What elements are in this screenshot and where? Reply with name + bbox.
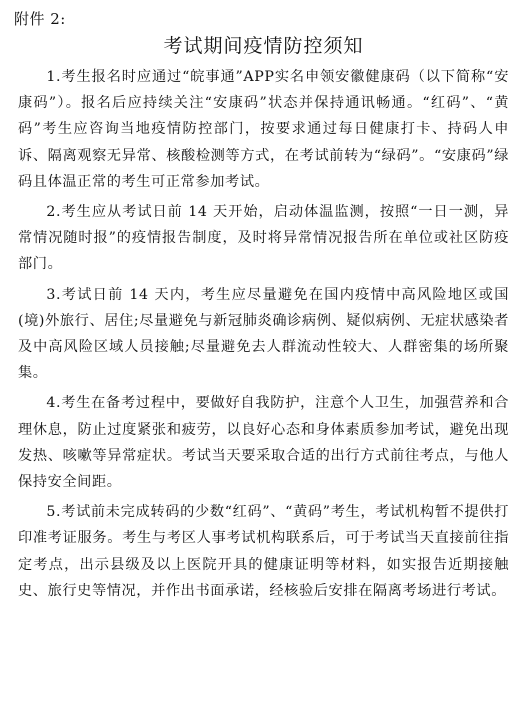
document-title: 考试期间疫情防控须知 <box>163 35 364 57</box>
paragraph-4: 4.考生在备考过程中，要做好自我防护，注意个人卫生，加强营养和合理休息，防止过度紧张和疲劳，以良好心态和身体素质参加考试，避免出现发热、咳嗽等异常症状。考试当天要采取合适的出行方式前往考点，与他人保持安全间距。 <box>18 395 509 491</box>
paragraph-5: 5.考试前未完成转码的少数“红码”、“黄码”考生，考试机构暂不提供打印准考证服务。考生与考区人事考试机构联系后，可于考试当天直接前往指定考点，出示县级及以上医院开具的健康证明等材料，如实报告近期接触史、旅行史等情况，并作出书面承诺，经核验后安排在隔离考场进行考试。 <box>18 504 509 599</box>
paragraph-1: 1.考生报名时应通过“皖事通”APP实名申领安徽健康码（以下简称“安康码”）。报名后应持续关注“安康码”状态并保持通讯畅通。“红码”、“黄码”考生应咨询当地疫情防控部门，按要求通过每日健康打卡、持码人申诉、隔离观察无异常、核酸检测等方式，在考试前转为“绿码”。“安康码”绿码且体温正常的考生可正常参加考试。 <box>18 69 509 190</box>
paragraph-2: 2.考生应从考试日前 14 天开始，启动体温监测，按照“一日一测，异常情况随时报”的疫情报告制度，及时将异常情况报告所在单位或社区防疫部门。 <box>18 204 509 273</box>
attachment-label: 附件 2: <box>14 10 66 28</box>
paragraph-3: 3.考试日前 14 天内，考生应尽量避免在国内疫情中高风险地区或国(境)外旅行、居住;尽量避免与新冠肺炎确诊病例、疑似病例、无症状感染者及中高风险区域人员接触;尽量避免去人群流动性较大、人群密集的场所聚集。 <box>18 286 509 382</box>
